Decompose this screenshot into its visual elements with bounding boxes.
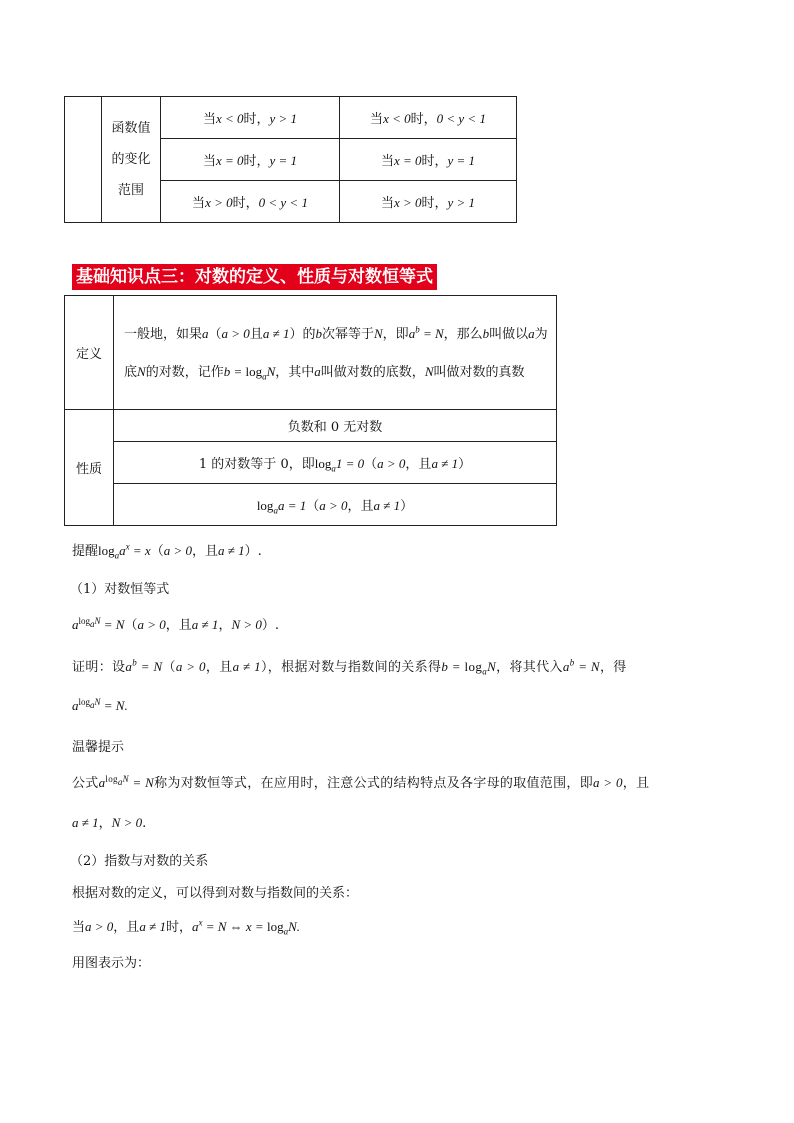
identity-line: $a^{log_aN} = N(a > 0$，且a ≠ 1，N > 0）. (72, 615, 280, 633)
remind-line: 提醒$\log_aa^x = x(a > 0$，且a ≠ 1）. (72, 541, 262, 561)
label-line: 范围 (117, 183, 144, 198)
body-text: 用图表示为： (72, 956, 151, 971)
table-cell: 当x = 0时，y = 1 (161, 139, 340, 181)
table-cell: 当x > 0时，0 < y < 1 (161, 181, 340, 223)
label-line: 函数值 (111, 121, 151, 136)
table-cell: 当x > 0时，y > 1 (340, 181, 517, 223)
table-cell: 当x < 0时，0 < y < 1 (340, 97, 517, 139)
proof-line: 证明：设$a^b = N(a > 0$，且a ≠ 1），根据对数与指数间的关系得$b = \log_aN$，将其代入$a^b = N$，得 (72, 657, 627, 677)
table-row-label (102, 97, 161, 223)
table-cell: 当x < 0时，y > 1 (161, 97, 340, 139)
subsection-title: （1）对数恒等式 (70, 582, 170, 597)
section-heading: 基础知识点三：对数的定义、性质与对数恒等式 (72, 264, 437, 290)
relation-line: 当a > 0，且a ≠ 1时，$a^x = N$ ⇔ $x = \log_aN$. (72, 917, 301, 937)
table-empty-cell (65, 97, 102, 223)
label-line: 的变化 (111, 152, 151, 167)
table-cell: 当x = 0时，y = 1 (340, 139, 517, 181)
tip-line: 公式$a^{log_aN} = N$称为对数恒等式，在应用时，注意公式的结构特点及各字母的取值范围，即a > 0，且 (72, 773, 650, 791)
body-text: 根据对数的定义，可以得到对数与指数间的关系： (72, 886, 359, 901)
property-label: 性质 (65, 410, 114, 526)
property-row: 负数和 0 无对数 (114, 410, 557, 442)
logarithm-definition-table (64, 295, 557, 526)
tip-line-2: a ≠ 1，N > 0. (72, 815, 147, 831)
proof-line-2: $a^{log_aN} = N$. (72, 696, 128, 713)
definition-text: 一般地，如果a（a > 0且a ≠ 1）的b次幂等于N，即$a^b = N$，那么b叫做以a为底N的对数，记作$b = \log_aN$，其中a叫做对数的底数，N叫做对数的真数 (114, 296, 557, 410)
tip-title: 温馨提示 (72, 740, 125, 755)
subsection-title: （2）指数与对数的关系 (70, 854, 209, 869)
exponential-function-table (64, 96, 517, 223)
property-row: $\log_aa = 1(a > 0$，且a ≠ 1） (114, 484, 557, 526)
definition-label: 定义 (65, 296, 114, 410)
property-row: 1 的对数等于 0，即$\log_a1 = 0(a > 0$，且a ≠ 1） (114, 442, 557, 484)
